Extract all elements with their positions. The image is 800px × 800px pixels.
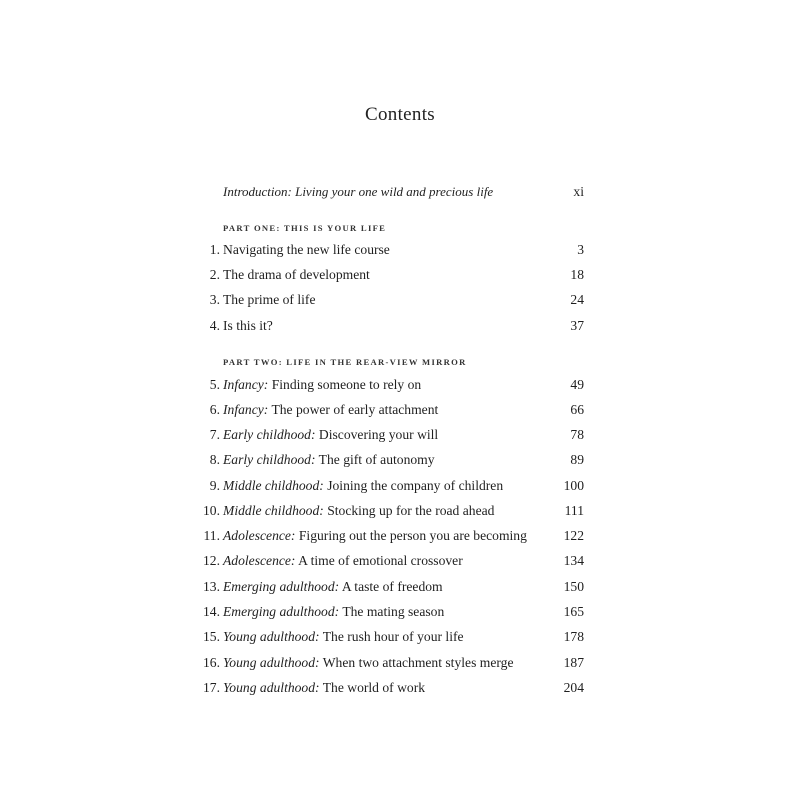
entry-title-text: The rush hour of your life (322, 629, 464, 644)
entry-stage: Adolescence: (223, 553, 296, 568)
entry-page: 134 (563, 553, 584, 568)
entry-number: 12. (203, 553, 220, 568)
toc-entry[interactable] (190, 476, 584, 496)
entry-stage: Emerging adulthood: (223, 579, 340, 594)
entry-page: 89 (570, 452, 584, 467)
toc-entry[interactable] (190, 551, 584, 571)
toc-entry[interactable] (190, 375, 584, 395)
entry-title-text: The mating season (342, 604, 445, 619)
entry-page: 49 (570, 377, 584, 392)
entry-stage: Early childhood: (223, 427, 316, 442)
entry-stage: Infancy: (223, 402, 269, 417)
entry-page: 165 (563, 604, 584, 619)
entry-title-text: A taste of freedom (341, 579, 443, 594)
entry-stage: Young adulthood: (223, 680, 320, 695)
entry-title-text: The world of work (322, 680, 426, 695)
entry-title (223, 450, 435, 470)
entry-number: 11. (203, 528, 220, 543)
entry-title (223, 653, 513, 673)
entry-page: 24 (570, 292, 584, 307)
toc-entry[interactable] (190, 265, 584, 285)
entry-number: 3. (209, 292, 220, 307)
entry-title: The prime of life (223, 292, 316, 307)
entry-stage: Young adulthood: (223, 655, 320, 670)
entry-title-text: A time of emotional crossover (298, 553, 463, 568)
entry-title-text: Finding someone to rely on (271, 377, 422, 392)
entry-title (223, 627, 464, 647)
entry-page: 204 (563, 680, 584, 695)
toc-entry[interactable] (190, 653, 584, 673)
entry-title (223, 678, 425, 698)
entry-number: 15. (203, 629, 220, 644)
toc-entry[interactable] (190, 450, 584, 470)
entry-stage: Young adulthood: (223, 629, 320, 644)
entry-stage: Middle childhood: (223, 503, 324, 518)
entry-page: 3 (577, 242, 584, 257)
entry-stage: Early childhood: (223, 452, 316, 467)
entry-title (223, 577, 443, 597)
entry-page: 111 (564, 503, 584, 518)
entry-title (223, 501, 494, 521)
entry-title (223, 375, 421, 395)
entry-page: 66 (570, 402, 584, 417)
entry-number: 5. (209, 377, 220, 392)
toc-entry[interactable] (190, 602, 584, 622)
entry-stage: Emerging adulthood: (223, 604, 340, 619)
entry-number: 13. (203, 579, 220, 594)
entry-number: 8. (209, 452, 220, 467)
toc-entry[interactable] (190, 425, 584, 445)
entry-page: 18 (570, 267, 584, 282)
entry-title-text: When two attachment styles merge (322, 655, 514, 670)
entry-title-text: Joining the company of children (327, 478, 504, 493)
entry-title: The drama of development (223, 267, 370, 282)
entry-stage: Adolescence: (223, 528, 296, 543)
entry-number: 16. (203, 655, 220, 670)
entry-title-text: The gift of autonomy (318, 452, 435, 467)
toc-entry[interactable] (190, 577, 584, 597)
entry-page: 78 (570, 427, 584, 442)
part-heading: PART ONE: THIS IS YOUR LIFE (223, 223, 387, 233)
entry-number: 7. (209, 427, 220, 442)
entry-page: 187 (563, 655, 584, 670)
entry-number: 6. (209, 402, 220, 417)
entry-page: 178 (563, 629, 584, 644)
entry-title: Introduction: Living your one wild and precious life (223, 184, 494, 199)
page-title: Contents (365, 104, 435, 125)
entry-title (223, 602, 444, 622)
entry-page: 100 (563, 478, 584, 493)
entry-title-text: The power of early attachment (271, 402, 439, 417)
entry-title (223, 526, 527, 546)
entry-number: 14. (203, 604, 220, 619)
entry-title-text: Stocking up for the road ahead (327, 503, 495, 518)
entry-number: 1. (209, 242, 220, 257)
toc-entry[interactable] (190, 400, 584, 420)
entry-number: 10. (203, 503, 220, 518)
entry-number: 4. (209, 318, 220, 333)
entry-page: 150 (563, 579, 584, 594)
toc-entry[interactable] (190, 316, 584, 336)
entry-stage: Infancy: (223, 377, 269, 392)
part-heading: PART TWO: LIFE IN THE REAR-VIEW MIRROR (223, 357, 467, 367)
entry-page: xi (573, 184, 584, 199)
toc-entry-introduction[interactable] (190, 182, 584, 202)
toc-entry[interactable] (190, 678, 584, 698)
entry-title (223, 400, 438, 420)
entry-page: 37 (570, 318, 584, 333)
toc-entry[interactable] (190, 526, 584, 546)
entry-number: 17. (203, 680, 220, 695)
entry-title-text: Discovering your will (318, 427, 439, 442)
toc-entry[interactable] (190, 240, 584, 260)
entry-number: 9. (209, 478, 220, 493)
entry-title (223, 476, 503, 496)
entry-number: 2. (209, 267, 220, 282)
entry-title (223, 551, 463, 571)
entry-title: Is this it? (223, 318, 273, 333)
entry-title-text: Figuring out the person you are becoming (298, 528, 527, 543)
entry-stage: Middle childhood: (223, 478, 324, 493)
toc-entry[interactable] (190, 290, 584, 310)
entry-title: Navigating the new life course (223, 242, 390, 257)
entry-title (223, 425, 438, 445)
toc-entry[interactable] (190, 501, 584, 521)
toc-entry[interactable] (190, 627, 584, 647)
entry-page: 122 (563, 528, 584, 543)
